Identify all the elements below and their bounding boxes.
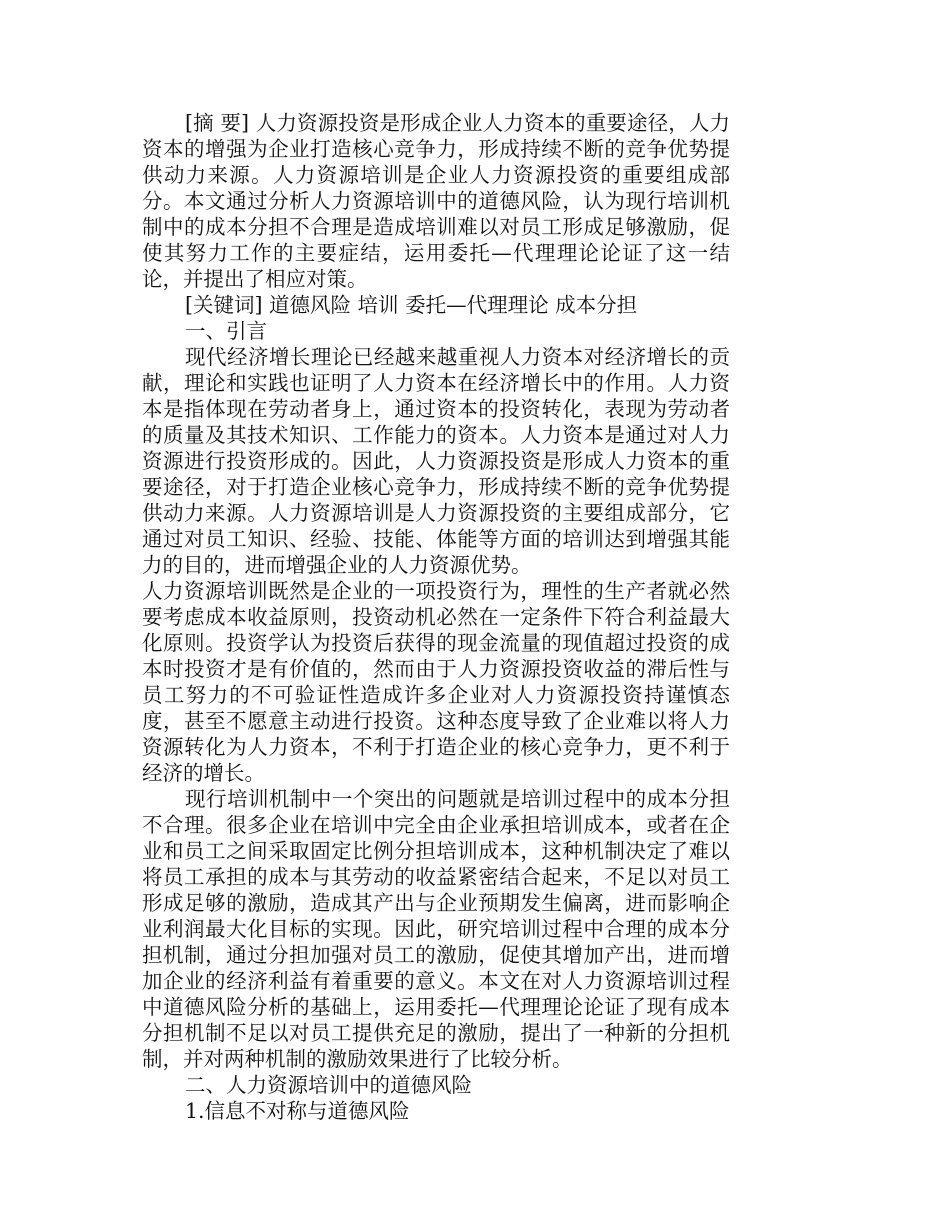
keywords-label: [关键词] [185, 293, 263, 317]
abstract-label: [摘 要] [185, 111, 250, 135]
keywords-text: 道德风险 培训 委托—代理理论 成本分担 [269, 293, 638, 317]
abstract-paragraph [142, 110, 730, 292]
intro-paragraph-1-continued: 人力资源培训既然是企业的一项投资行为，理性的生产者就必然要考虑成本收益原则，投资动机必然在一定条件下符合利益最大化原则。投资学认为投资后获得的现金流量的现值超过投资的成本时投资才是有价值的，然而由于人力资源投资收益的滞后性与员工努力的不可验证性造成许多企业对人力资源投资持谨慎态度，甚至不愿意主动进行投资。这种态度导致了企业难以将人力资源转化为人力资本，不利于打造企业的核心竞争力，更不利于经济的增长。 [142, 579, 730, 785]
section-heading-introduction: 一、引言 [185, 319, 267, 343]
document-page [142, 110, 730, 1124]
intro-paragraph-2: 现行培训机制中一个突出的问题就是培训过程中的成本分担不合理。很多企业在培训中完全由企业承担培训成本，或者在企业和员工之间采取固定比例分担培训成本，这种机制决定了难以将员工承担的成本与其劳动的收益紧密结合起来，不足以对员工形成足够的激励，造成其产出与企业预期发生偏离，进而影响企业利润最大化目标的实现。因此，研究培训过程中合理的成本分担机制，通过分担加强对员工的激励，促使其增加产出，进而增加企业的经济利益有着重要的意义。本文在对人力资源培训过程中道德风险分析的基础上，运用委托—代理理论论证了现有成本分担机制不足以对员工提供充足的激励，提出了一种新的分担机制，并对两种机制的激励效果进行了比较分析。 [142, 787, 730, 1071]
abstract-text: 人力资源投资是形成企业人力资本的重要途径，人力资本的增强为企业打造核心竞争力，形成持续不断的竞争优势提供动力来源。人力资源培训是企业人力资源投资的重要组成部分。本文通过分析人力资源培训中的道德风险，认为现行培训机制中的成本分担不合理是造成培训难以对员工形成足够激励，促使其努力工作的主要症结，运用委托—代理理论论证了这一结论，并提出了相应对策。 [142, 111, 730, 291]
section-heading-moral-hazard: 二、人力资源培训中的道德风险 [185, 1073, 472, 1097]
intro-paragraph-1: 现代经济增长理论已经越来越重视人力资本对经济增长的贡献，理论和实践也证明了人力资本在经济增长中的作用。人力资本是指体现在劳动者身上，通过资本的投资转化，表现为劳动者的质量及其技术知识、工作能力的资本。人力资本是通过对人力资源进行投资形成的。因此，人力资源投资是形成人力资本的重要途径，对于打造企业核心竞争力，形成持续不断的竞争优势提供动力来源。人力资源培训是人力资源投资的主要组成部分，它通过对员工知识、经验、技能、体能等方面的培训达到增强其能力的目的，进而增强企业的人力资源优势。 [142, 345, 730, 577]
subsection-heading-information-asymmetry: 1.信息不对称与道德风险 [185, 1099, 410, 1123]
keywords-paragraph [142, 292, 730, 318]
